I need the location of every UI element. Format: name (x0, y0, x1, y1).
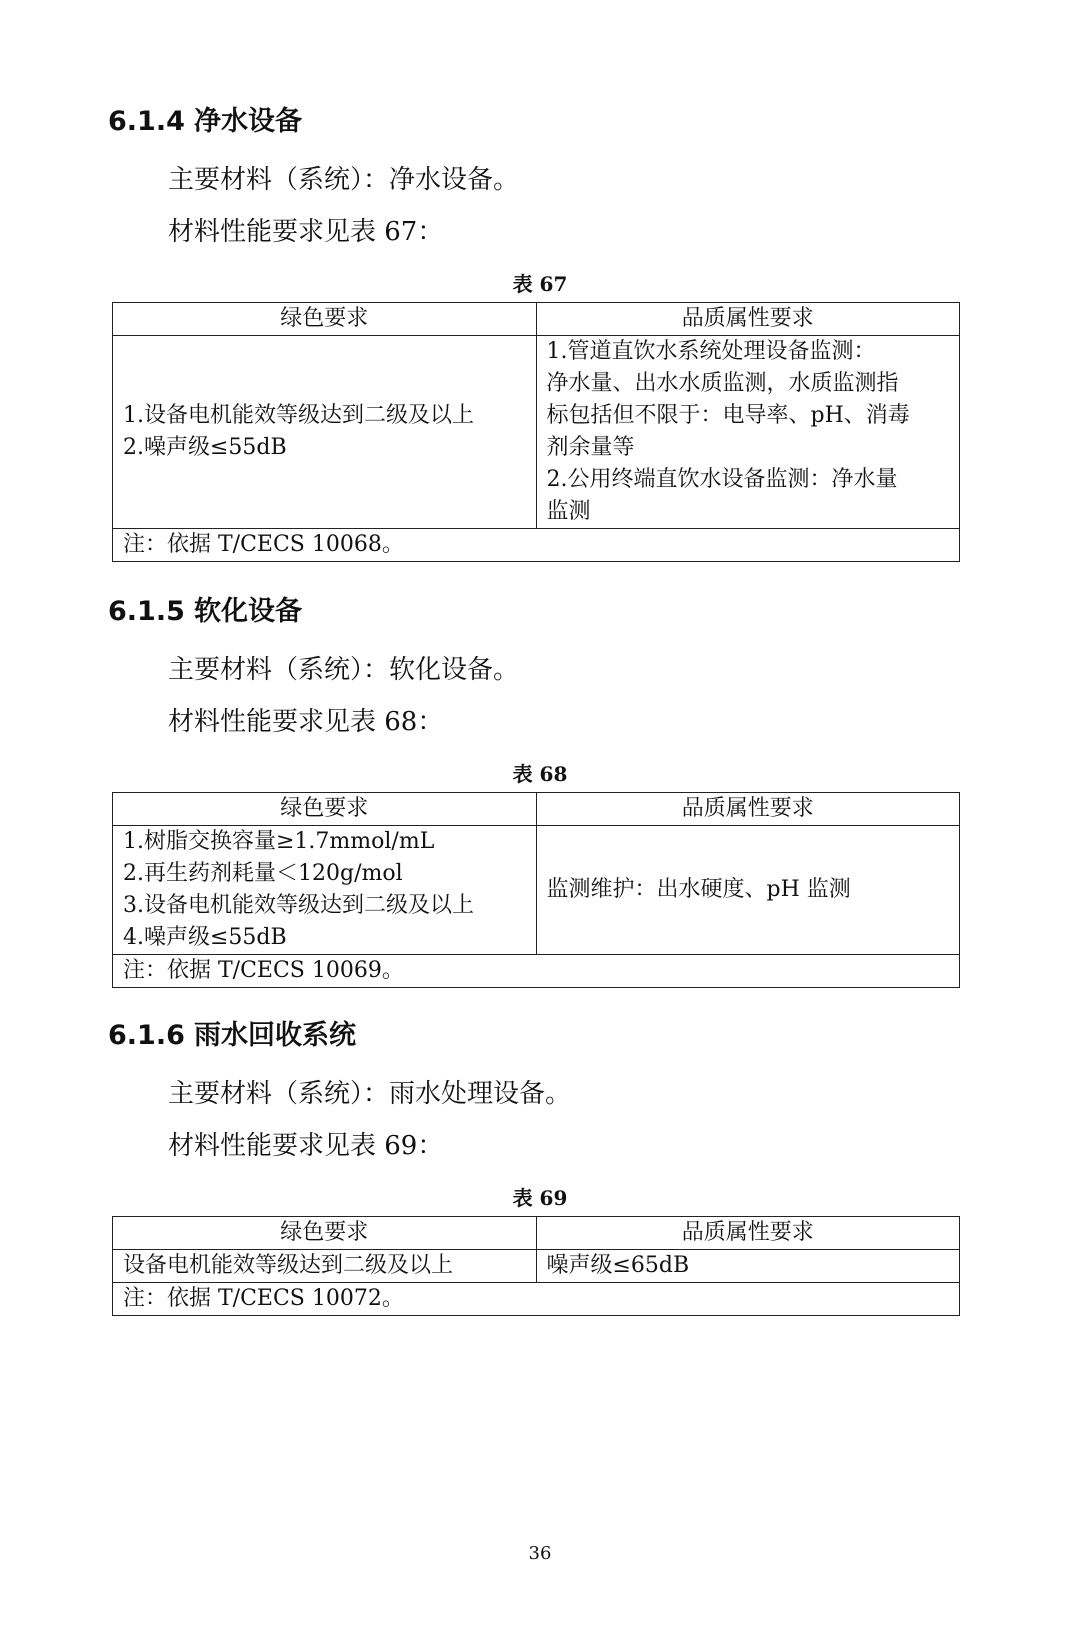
table-note: 注：依据 T/CECS 10069。 (113, 955, 960, 988)
section-heading (108, 104, 302, 140)
quality-requirement-line: 监测 (546, 499, 591, 524)
table-caption: 表 67 (512, 272, 568, 296)
section-title: 雨水回收系统 (194, 1020, 356, 1051)
section-title: 净水设备 (194, 106, 302, 137)
header-quality-requirements: 品质属性要求 (536, 303, 960, 336)
quality-requirements-cell (536, 826, 960, 955)
table-reference-text: 材料性能要求见表 67： (168, 217, 444, 247)
spec-table-67 (112, 302, 960, 562)
table-reference-text: 材料性能要求见表 68： (168, 707, 444, 737)
quality-requirement-line: 标包括但不限于：电导率、pH、消毒 (546, 403, 910, 428)
quality-requirement-line: 净水量、出水水质监测，水质监测指 (546, 371, 899, 396)
green-requirement-line: 4.噪声级≤55dB (123, 925, 287, 950)
table-caption: 表 69 (512, 1186, 568, 1210)
header-green-requirements: 绿色要求 (113, 793, 537, 826)
section-number: 6.1.5 (108, 596, 185, 627)
quality-requirements-cell (536, 1250, 960, 1283)
section-title: 软化设备 (194, 596, 302, 627)
header-quality-requirements: 品质属性要求 (536, 793, 960, 826)
green-requirements-cell (113, 336, 537, 529)
quality-requirement-line: 2.公用终端直饮水设备监测：净水量 (546, 467, 898, 492)
table-note: 注：依据 T/CECS 10068。 (113, 529, 960, 562)
table-note: 注：依据 T/CECS 10072。 (113, 1283, 960, 1316)
main-material-text: 主要材料（系统）：雨水处理设备。 (168, 1079, 572, 1109)
section-number: 6.1.6 (108, 1020, 185, 1051)
green-requirement-line: 1.设备电机能效等级达到二级及以上 (123, 403, 474, 428)
quality-requirement-line: 剂余量等 (546, 435, 635, 460)
green-requirements-cell (113, 1250, 537, 1283)
section-number: 6.1.4 (108, 106, 185, 137)
spec-table-69 (112, 1216, 960, 1316)
green-requirement-line: 2.噪声级≤55dB (123, 435, 287, 460)
green-requirements-cell (113, 826, 537, 955)
section-heading (108, 594, 302, 630)
table-reference-text: 材料性能要求见表 69： (168, 1131, 444, 1161)
header-green-requirements: 绿色要求 (113, 303, 537, 336)
spec-table-68 (112, 792, 960, 988)
quality-requirement-line: 1.管道直饮水系统处理设备监测： (546, 339, 876, 364)
main-material-text: 主要材料（系统）：净水设备。 (168, 165, 520, 195)
green-requirement-line: 3.设备电机能效等级达到二级及以上 (123, 893, 474, 918)
green-requirement-line: 设备电机能效等级达到二级及以上 (123, 1253, 454, 1278)
quality-requirement-line: 噪声级≤65dB (546, 1253, 690, 1278)
green-requirement-line: 2.再生药剂耗量＜120g/mol (123, 861, 403, 886)
section-heading (108, 1018, 356, 1054)
green-requirement-line: 1.树脂交换容量≥1.7mmol/mL (123, 829, 435, 854)
quality-requirement-line: 监测维护：出水硬度、pH 监测 (546, 877, 851, 902)
table-caption: 表 68 (512, 762, 568, 786)
header-quality-requirements: 品质属性要求 (536, 1217, 960, 1250)
main-material-text: 主要材料（系统）：软化设备。 (168, 655, 520, 685)
page-number: 36 (528, 1543, 552, 1564)
quality-requirements-cell (536, 336, 960, 529)
header-green-requirements: 绿色要求 (113, 1217, 537, 1250)
